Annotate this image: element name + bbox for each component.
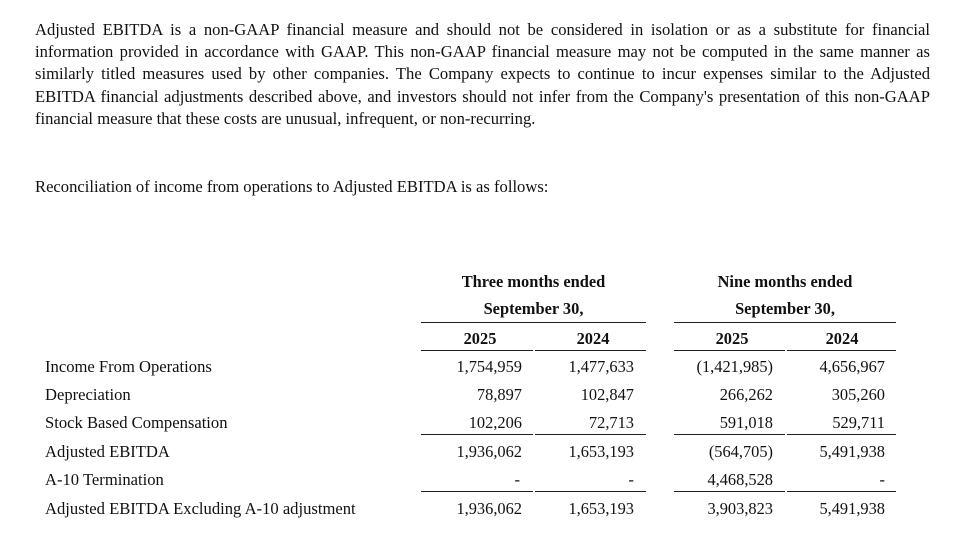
table-cell: 5,491,938: [819, 442, 885, 461]
table-cell: 1,653,193: [568, 442, 634, 461]
year-rule-2: [535, 350, 646, 351]
row-label-adjusted-ebitda-excluding-a10: Adjusted EBITDA Excluding A-10 adjustment: [45, 499, 356, 518]
table-cell: 1,936,062: [456, 442, 522, 461]
subtotal-rule-3: [674, 434, 785, 435]
table-cell: (1,421,985): [696, 357, 773, 376]
total-rule-2: [535, 491, 646, 492]
table-cell: 591,018: [719, 413, 773, 432]
intro-paragraph: Adjusted EBITDA is a non-GAAP financial measure and should not be considered in isolation or as a substitute for financial information provided in accordance with GAAP. This non-GAAP financial measure may not be computed in the same manner as similarly titled measures used by other companies. The Company expects to continue to incur expenses similar to the Adjusted EBITDA financial adjustments described above, and investors should not infer from the Company's presentation of this non-GAAP financial measure that these costs are unusual, infrequent, or non-recurring.: [35, 20, 930, 128]
subtotal-rule-2: [535, 434, 646, 435]
total-rule-1: [421, 491, 533, 492]
nine-months-header-rule: [674, 322, 896, 323]
row-label-adjusted-ebitda: Adjusted EBITDA: [45, 442, 170, 461]
year-header-q-2025: 2025: [463, 329, 497, 348]
year-header-n-2025: 2025: [715, 329, 749, 348]
year-header-n-2024: 2024: [825, 329, 859, 348]
total-rule-4: [787, 491, 896, 492]
table-cell: 102,847: [580, 385, 634, 404]
table-cell: -: [514, 470, 520, 489]
row-label-stock-based-compensation: Stock Based Compensation: [45, 413, 228, 432]
table-cell: 5,491,938: [819, 499, 885, 518]
year-rule-1: [421, 350, 533, 351]
table-cell: 78,897: [476, 385, 522, 404]
table-cell: (564,705): [708, 442, 773, 461]
table-cell: 266,262: [719, 385, 773, 404]
total-rule-3: [674, 491, 785, 492]
subtotal-rule-1: [421, 434, 533, 435]
table-cell: 4,656,967: [819, 357, 885, 376]
table-cell: 72,713: [588, 413, 634, 432]
row-label-depreciation: Depreciation: [45, 385, 131, 404]
nine-months-header-line1: Nine months ended: [717, 272, 853, 291]
subtotal-rule-4: [787, 434, 896, 435]
table-cell: -: [628, 470, 634, 489]
table-cell: 3,903,823: [707, 499, 773, 518]
row-label-income-from-operations: Income From Operations: [45, 357, 212, 376]
three-months-header-line2: September 30,: [483, 299, 584, 318]
table-cell: -: [879, 470, 885, 489]
three-months-header-rule: [421, 322, 646, 323]
year-rule-4: [787, 350, 896, 351]
row-label-a10-termination: A-10 Termination: [45, 470, 164, 489]
nine-months-header-line2: September 30,: [735, 299, 835, 318]
year-header-q-2024: 2024: [576, 329, 610, 348]
three-months-header-line1: Three months ended: [461, 272, 606, 291]
table-cell: 1,754,959: [456, 357, 522, 376]
reconciliation-intro: Reconciliation of income from operations to Adjusted EBITDA is as follows:: [35, 177, 549, 196]
table-cell: 305,260: [831, 385, 885, 404]
table-cell: 1,936,062: [456, 499, 522, 518]
table-cell: 1,653,193: [568, 499, 634, 518]
table-cell: 4,468,528: [707, 470, 773, 489]
year-rule-3: [674, 350, 785, 351]
table-cell: 1,477,633: [568, 357, 634, 376]
table-cell: 529,711: [832, 413, 885, 432]
table-cell: 102,206: [468, 413, 522, 432]
